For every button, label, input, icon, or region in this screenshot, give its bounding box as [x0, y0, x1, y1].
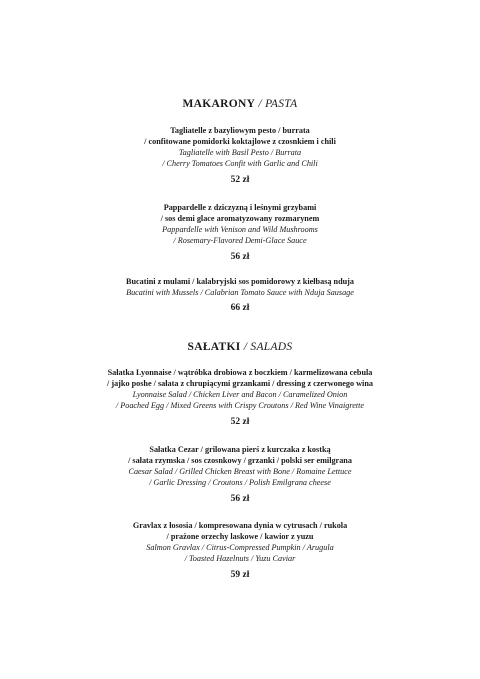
- section-title-pl: MAKARONY: [182, 98, 256, 110]
- item-name-en: / Garlic Dressing / Croutons / Polish Emilgrana cheese: [149, 478, 331, 487]
- section-title-separator: /: [240, 341, 251, 353]
- item-price: 66 zł: [230, 303, 250, 313]
- item-name-en: / Poached Egg / Mixed Greens with Crispy Croutons / Red Wine Vinaigrette: [115, 401, 365, 410]
- item-name-pl: / sos demi glace aromatyzowany rozmarynem: [160, 214, 320, 223]
- menu-item-lyonnaise-salad: [0, 367, 480, 428]
- item-price: 59 zł: [230, 570, 250, 580]
- item-name-en: Tagliatelle with Basil Pesto / Burrata: [178, 148, 302, 157]
- item-price: 56 zł: [230, 252, 250, 262]
- item-name-pl: / sałata rzymska / sos czosnkowy / grzanki / polski ser emilgrana: [128, 456, 352, 465]
- menu-item-bucatini: [0, 276, 480, 314]
- item-price: 52 zł: [230, 417, 250, 427]
- item-name-pl: / jajko poshe / sałata z chrupiącymi grzankami / dressing z czerwonego wina: [107, 379, 373, 388]
- menu-item-tagliatelle: [0, 125, 480, 186]
- item-name-pl: Sałatka Cezar / grilowana pierś z kurczaka z kostką: [149, 445, 331, 454]
- item-name-en: Bucatini with Mussels / Calabrian Tomato Sauce with Nduja Sausage: [126, 288, 354, 297]
- item-price: 56 zł: [230, 494, 250, 504]
- item-name-pl: Tagliatelle z bazyliowym pesto / burrata: [170, 126, 310, 135]
- section-title-en: PASTA: [265, 98, 298, 110]
- menu-item-pappardelle: [0, 202, 480, 263]
- section-title-en: SALADS: [250, 341, 293, 353]
- menu-item-caesar-salad: [0, 444, 480, 505]
- item-name-en: Caesar Salad / Grilled Chicken Breast with Bone / Romaine Lettuce: [128, 467, 352, 476]
- item-name-pl: Gravlax z łososia / kompresowana dynia w cytrusach / rukola: [132, 521, 348, 530]
- item-name-pl: Sałatka Lyonnaise / wątróbka drobiowa z boczkiem / karmelizowana cebula: [107, 368, 373, 377]
- item-name-en: / Rosemary-Flavored Demi-Glace Sauce: [173, 236, 307, 245]
- item-name-en: / Cherry Tomatoes Confit with Garlic and Chili: [162, 159, 318, 168]
- item-name-en: Pappardelle with Venison and Wild Mushrooms: [162, 225, 318, 234]
- item-price: 52 zł: [230, 175, 250, 185]
- item-name-pl: Pappardelle z dziczyzną i leśnymi grzybami: [163, 203, 317, 212]
- section-title-pl: SAŁATKI: [187, 341, 241, 353]
- item-name-pl: Bucatini z mulami / kalabryjski sos pomidorowy z kiełbasą nduja: [126, 277, 354, 286]
- item-name-pl: / prażone orzechy laskowe / kawior z yuzu: [166, 532, 314, 541]
- item-name-pl: / confitowane pomidorki koktajlowe z czosnkiem i chili: [144, 137, 336, 146]
- item-name-en: Salmon Gravlax / Citrus-Compressed Pumpkin / Arugula: [146, 543, 334, 552]
- menu-item-gravlax: [0, 520, 480, 581]
- item-name-en: / Toasted Hazelnuts / Yuzu Caviar: [184, 554, 296, 563]
- section-title-separator: /: [255, 98, 266, 110]
- section-title-salads: [0, 340, 480, 354]
- section-title-pasta: [0, 97, 480, 111]
- item-name-en: Lyonnaise Salad / Chicken Liver and Bacon / Caramelized Onion: [132, 390, 348, 399]
